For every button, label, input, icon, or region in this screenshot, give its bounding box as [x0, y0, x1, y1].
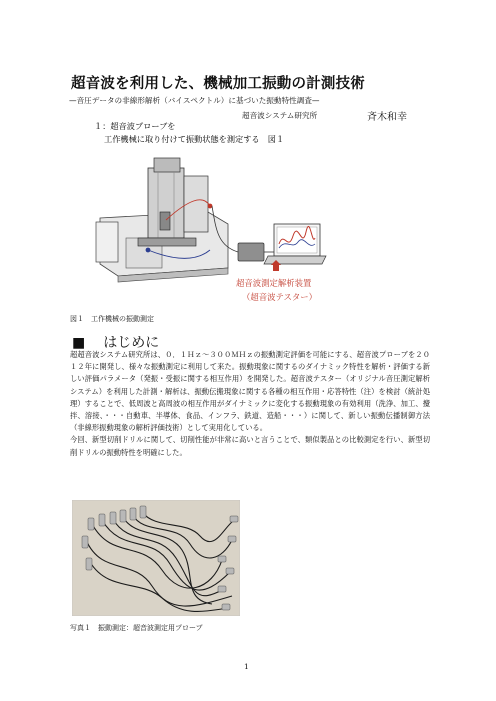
figure1-caption: 図１ 工作機械の振動測定 — [70, 315, 154, 323]
document-subtitle: —音圧データの非線形解析（バイスペクトル）に基づいた振動特性調査— — [69, 96, 320, 105]
photo-ultrasonic-probes — [72, 500, 240, 616]
heading-marker: ■ — [72, 335, 86, 351]
body-paragraph-1: 超超音波システム研究所は、０．１Ｈｚ～３００ＭＨｚの振動測定評価を可能にする、超音波プローブを２０１２年に開発し、様々な振動測定に利用して来た。振動現象に関するのダイナミック特性を解析・評価する新しい評価パラメータ（発振・受振に関する相互作用）を開発した。超音波テスター（オリジナル音圧測定解析システム）を利用した計測・解析は、振動伝搬現象に関する各種の相互作用・応答特性（注）を検討（統計処理）することで、低周波と高周波の相互作用がダイナミックに変化する振動現象の有効利用（洗浄、加工、攪拌、溶接、・・・自動車、半導体、食品、インフラ、鉄道、造船・・・）に関して、新しい振動伝播制御方法（非線形振動現象の解析評価技術）として実用化している。 — [70, 350, 430, 433]
page-number: 1 — [244, 662, 249, 671]
author-name: 斉木和幸 — [367, 112, 407, 123]
figure1-tester-line1: 超音波測定解析装置 — [236, 278, 312, 288]
affiliation: 超音波システム研究所 — [242, 111, 318, 120]
photo1-caption: 写真１ 振動測定：超音波測定用プローブ — [70, 624, 203, 632]
body-paragraph-2: 今回、新型切削ドリルに関して、切削性能が非常に高いと言うことで、類似製品との比較測定を行い、新型切削ドリルの振動特性を明確にした。 — [70, 435, 430, 457]
figure1-tester-line2: （超音波テスター） — [242, 292, 318, 302]
document-title: 超音波を利用した、機械加工振動の計測技術 — [71, 76, 365, 92]
figure1-label-line2: 工作機械に取り付けて振動状態を測定する 図１ — [104, 134, 285, 144]
figure-machine-tool — [88, 120, 328, 306]
body-text — [70, 349, 430, 459]
figure1-label-line1: １：超音波プローブを — [94, 121, 176, 131]
heading-text: はじめに — [103, 335, 160, 351]
